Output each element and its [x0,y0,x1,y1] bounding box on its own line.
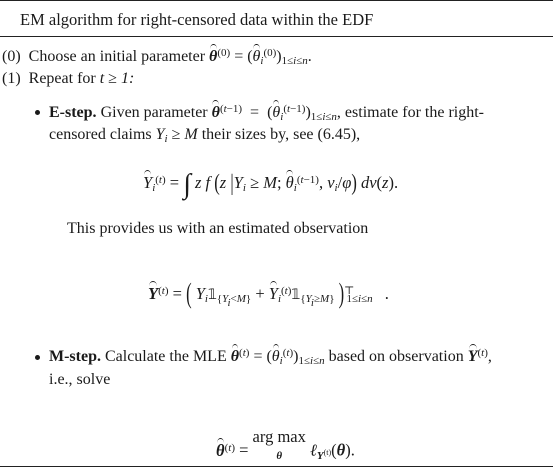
step-0-text: Choose an initial parameter [28,48,206,65]
box-title: EM algorithm for right-censored data within the EDF [20,10,374,29]
observation-text: This provides us with an estimated observation [67,220,369,237]
estep-text-1: Given parameter [100,104,208,121]
step-1-condition: t ≥ 1: [99,70,135,87]
mstep-line-1: M-step. Calculate the MLE $\theta^{(t)} = (\theta_i^{(t)})_{1\le i\le n}$ based on observation $Y^{(t)}$, [49,347,492,368]
step-0-label: (0) [2,48,21,65]
theta-init-equation: $\theta^{(0)} = (\theta_i^{(0)})_{1\le i\le n}$. [209,47,312,68]
title-rule [0,36,553,37]
mstep-text-3: i.e., solve [49,371,111,388]
argmax-equation: $\theta^{(t)}$ = arg max θ ℓ$_{Y^{(t)}}$(θ). [216,427,355,462]
estep-line-1 [49,103,484,124]
mstep-title: M-step. [49,348,101,365]
estep-line-2: censored claims $Y_i \ge M$ their sizes by, see (6.45), [49,126,361,146]
step-1-label: (1) [2,70,21,87]
estep-equation: $Y_i^{(t)}$ = ∫ z f (z $|Y_i \ge M$; $\theta_i^{(t-1)}$, $v_i/\varphi$) dν(z). [143,168,399,200]
estep-title: E-step. [49,104,97,121]
top-rule [0,0,553,1]
yhat-equation: $Y^{(t)}$ = ( $Y_i𝟙_{\{Y_i<M\}}$ + $Y_i^{(t)}𝟙_{\{Y_i\ge M\}}$ )$^⊤_{1\le i\le n}$ . [148,276,389,310]
mstep-text-2: based on observation [328,348,464,365]
estep-text-2: estimate for the right- [344,104,484,121]
theta-t: $\theta^{(t)} = (\theta_i^{(t)})_{1\le i\le n}$ [230,347,325,368]
mstep-bullet [35,355,40,360]
step-1 [2,71,134,87]
estep-text-4: their sizes by, see (6.45), [201,126,361,143]
estep-bullet [35,110,40,115]
step-1-text: Repeat for [28,70,96,87]
mstep-text-1: Calculate the MLE [104,348,227,365]
bottom-rule [0,466,553,467]
estep-text-3: censored claims [49,126,152,143]
theta-prev: $\theta^{(t-1)} = (\theta_i^{(t-1)})_{1\le i\le n}$, [211,103,345,124]
step-0 [2,47,312,68]
